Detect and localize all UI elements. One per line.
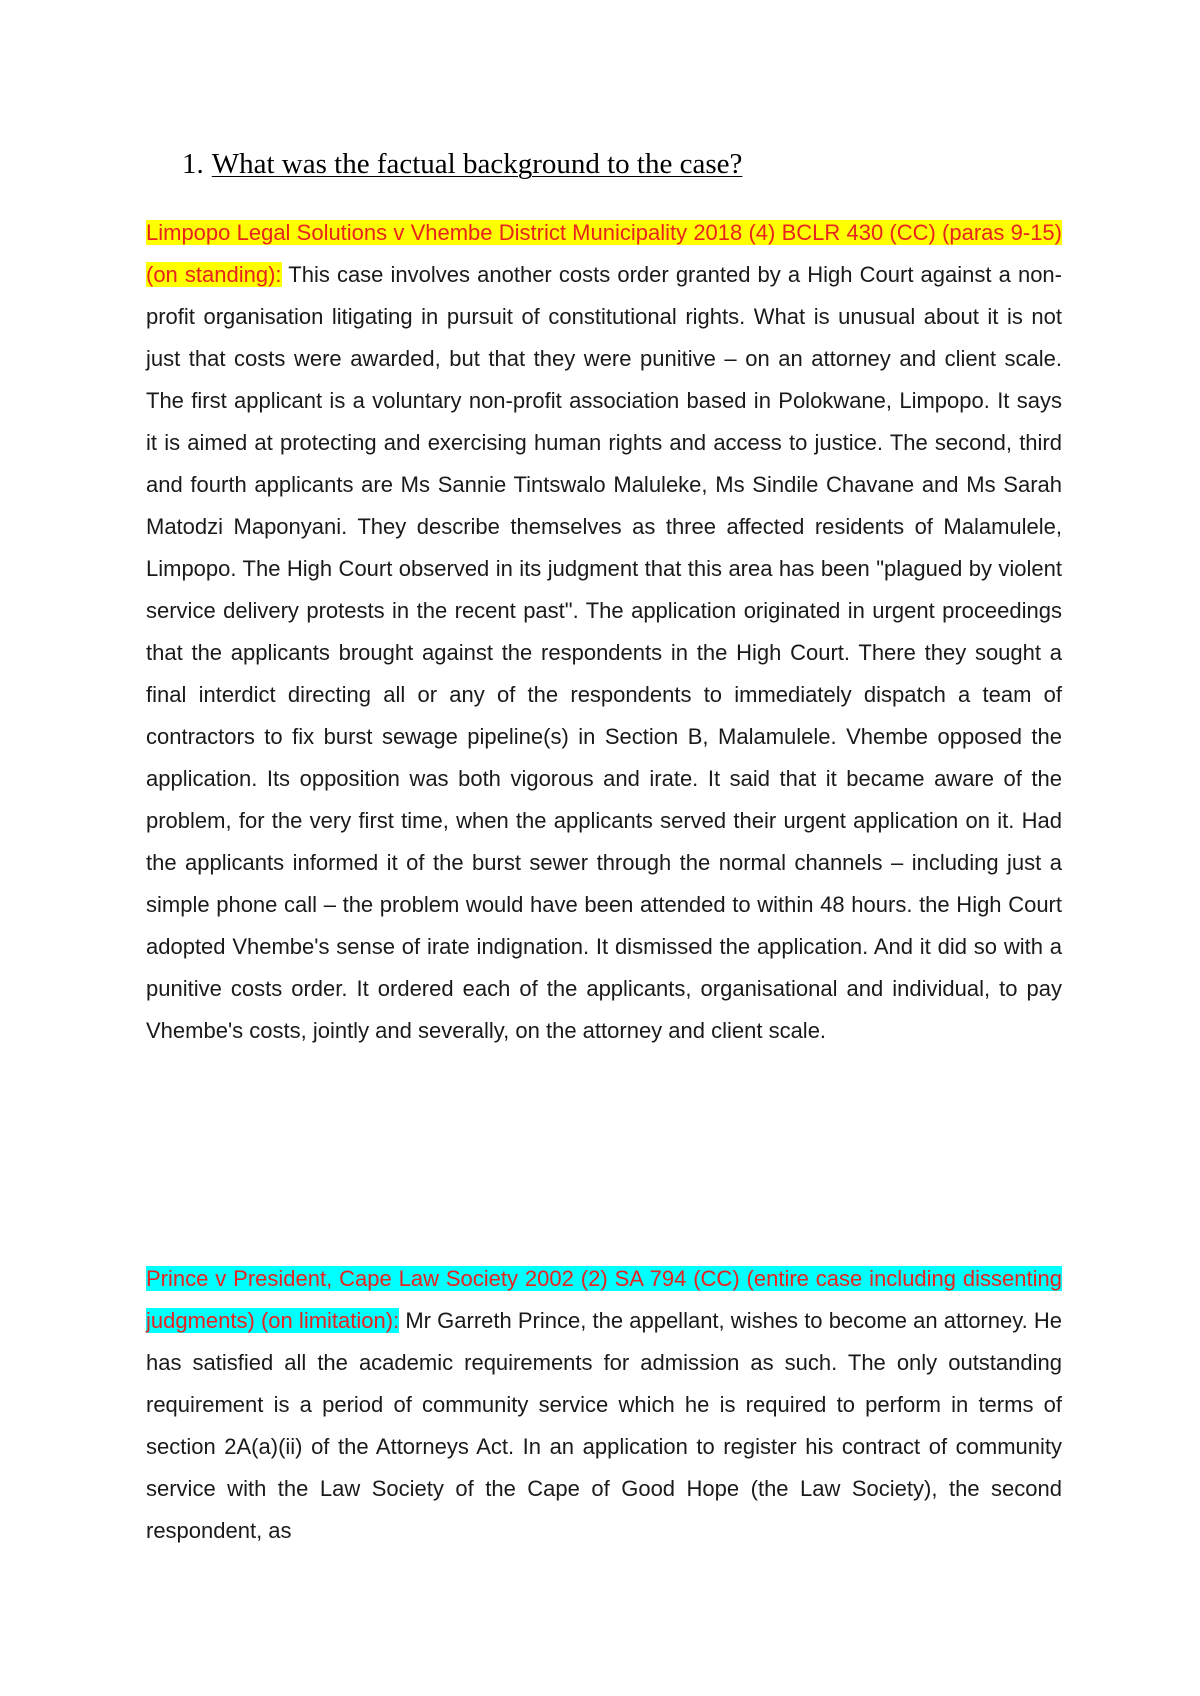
case-paragraph-prince (146, 1258, 1062, 1552)
question-heading (182, 148, 742, 181)
case-citation-limpopo: Limpopo Legal Solutions v Vhembe District Municipality 2018 (4) BCLR 430 (CC) (paras 9-15) (on standing): (146, 220, 1062, 287)
case-body-limpopo: This case involves another costs order granted by a High Court against a non-profit organisation litigating in pursuit of constitutional rights. What is unusual about it is not just that costs were awarded, but that they were punitive – on an attorney and client scale. The first applicant is a voluntary non-profit association based in Polokwane, Limpopo. It says it is aimed at protecting and exercising human rights and access to justice. The second, third and fourth applicants are Ms Sannie Tintswalo Maluleke, Ms Sindile Chavane and Ms Sarah Matodzi Maponyani. They describe themselves as three affected residents of Malamulele, Limpopo. The High Court observed in its judgment that this area has been "plagued by violent service delivery protests in the recent past". The application originated in urgent proceedings that the applicants brought against the respondents in the High Court. There they sought a final interdict directing all or any of the respondents to immediately dispatch a team of contractors to fix burst sewage pipeline(s) in Section B, Malamulele. Vhembe opposed the application. Its opposition was both vigorous and irate. It said that it became aware of the problem, for the very first time, when the applicants served their urgent application on it. Had the applicants informed it of the burst sewer through the normal channels – including just a simple phone call – the problem would have been attended to within 48 hours. the High Court adopted Vhembe's sense of irate indignation. It dismissed the application. And it did so with a punitive costs order. It ordered each of the applicants, organisational and individual, to pay Vhembe's costs, jointly and severally, on the attorney and client scale. (146, 262, 1062, 1043)
heading-title: What was the factual background to the case? (211, 148, 743, 180)
heading-number: 1. (182, 148, 204, 180)
case-paragraph-limpopo (146, 212, 1062, 1052)
case-body-prince: Mr Garreth Prince, the appellant, wishes to become an attorney. He has satisfied all the academic requirements for admission as such. The only outstanding requirement is a period of community service which he is required to perform in terms of section 2A(a)(ii) of the Attorneys Act. In an application to register his contract of community service with the Law Society of the Cape of Good Hope (the Law Society), the second respondent, as (146, 1308, 1062, 1543)
case-citation-prince: Prince v President, Cape Law Society 2002 (2) SA 794 (CC) (entire case including dissenting judgments) (on limitation): (146, 1266, 1062, 1333)
